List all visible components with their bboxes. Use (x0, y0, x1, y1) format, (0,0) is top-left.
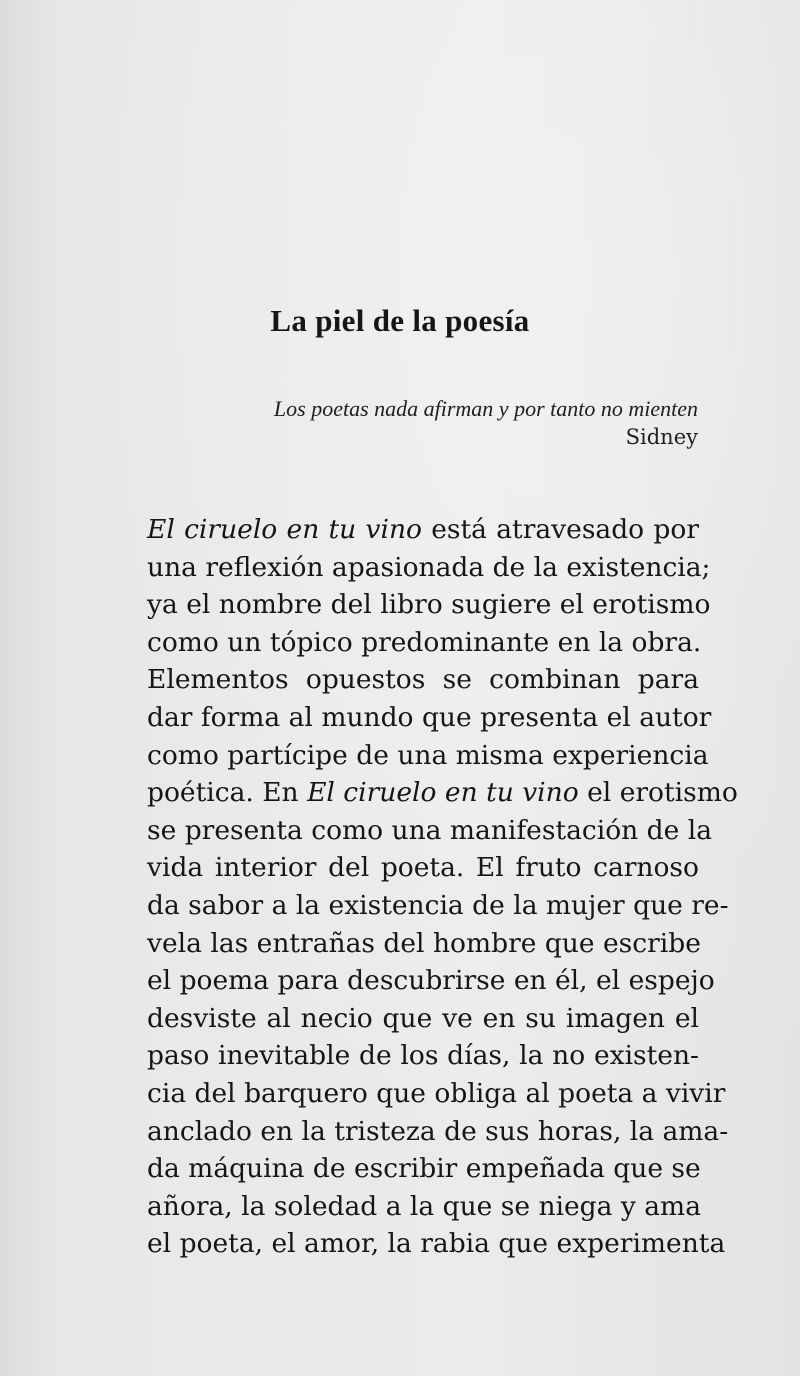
text-line: Elementos opuestos se combinan para (147, 664, 699, 696)
book-title-italic: El ciruelo en tu vino (147, 514, 422, 545)
chapter-title: La piel de la poesía (270, 303, 530, 338)
text-line: añora, la soledad a la que se niega y ama (147, 1190, 701, 1222)
text-line: paso inevitable de los días, la no existen- (147, 1040, 699, 1072)
text-line: desviste al necio que ve en su imagen el (147, 1002, 699, 1034)
text-line: da máquina de escribir empeñada que se (147, 1153, 701, 1185)
text-line: vela las entrañas del hombre que escribe (147, 927, 701, 959)
book-title-italic: El ciruelo en tu vino (307, 777, 579, 809)
text-line: vida interior del poeta. El fruto carnoso (147, 852, 699, 884)
text-line: cia del barquero que obliga al poeta a vivir (147, 1077, 726, 1109)
text-line: anclado en la tristeza de sus horas, la ama- (147, 1115, 729, 1147)
text-fragment: poética. En (147, 777, 308, 809)
body-paragraph (147, 511, 738, 1263)
text-line: como partícipe de una misma experiencia (147, 739, 709, 771)
text-fragment: está atravesado por (421, 514, 699, 545)
text-line: como un tópico predominante en la obra. (147, 626, 702, 658)
text-line: da sabor a la existencia de la mujer que re- (147, 889, 729, 921)
text-line: dar forma al mundo que presenta el autor (147, 701, 712, 733)
text-line (147, 774, 738, 812)
text-line: ya el nombre del libro sugiere el erotismo (147, 589, 711, 621)
epigraph-author: Sidney (625, 425, 698, 449)
text-line: se presenta como una manifestación de la (147, 814, 713, 846)
epigraph-quote: Los poetas nada afirman y por tanto no mienten (273, 396, 698, 421)
text-line: una reflexión apasionada de la existencia; (147, 551, 711, 583)
text-line (147, 511, 699, 549)
text-line: el poeta, el amor, la rabia que experimenta (147, 1228, 726, 1260)
text-line: el poema para descubrirse en él, el espejo (147, 965, 715, 997)
text-fragment: el erotismo (578, 777, 738, 809)
epigraph (274, 394, 698, 452)
